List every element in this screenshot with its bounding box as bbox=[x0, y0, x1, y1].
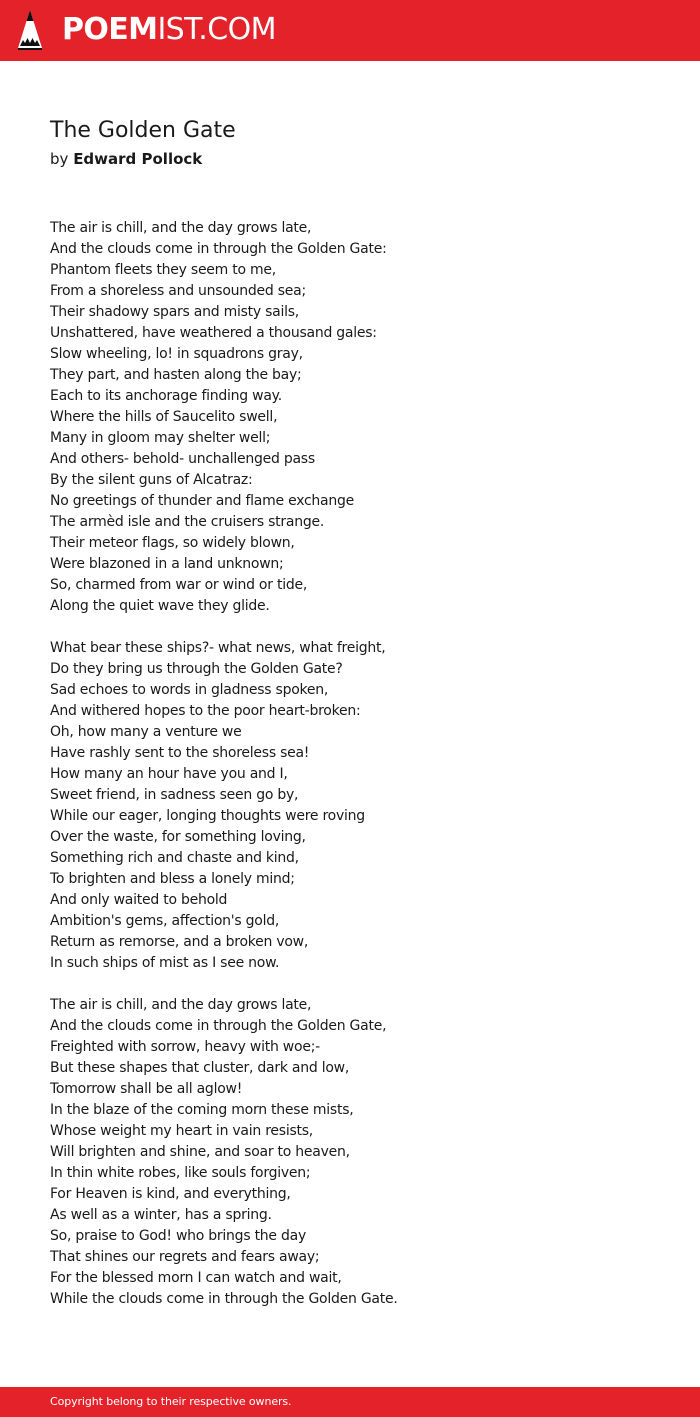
poem-line: While our eager, longing thoughts were roving bbox=[50, 808, 365, 824]
poem-line: But these shapes that cluster, dark and low, bbox=[50, 1060, 350, 1076]
poem-line: Oh, how many a venture we bbox=[50, 724, 242, 740]
poem-line: As well as a winter, has a spring. bbox=[50, 1207, 272, 1223]
logo-text-bold: POEM bbox=[62, 12, 158, 47]
poem-line: Slow wheeling, lo! in squadrons gray, bbox=[50, 346, 303, 362]
by-label: by bbox=[50, 150, 69, 168]
poem-line: Their meteor flags, so widely blown, bbox=[50, 535, 295, 551]
poem-line: In the blaze of the coming morn these mists, bbox=[50, 1102, 354, 1118]
poem-body bbox=[50, 218, 670, 1331]
poem-line: Ambition's gems, affection's gold, bbox=[50, 913, 280, 929]
poem-line: And the clouds come in through the Golden Gate, bbox=[50, 1018, 387, 1034]
poem-line: Have rashly sent to the shoreless sea! bbox=[50, 745, 310, 761]
poem-line: Will brighten and shine, and soar to heaven, bbox=[50, 1144, 350, 1160]
author-name: Edward Pollock bbox=[73, 150, 203, 168]
poem-line: For Heaven is kind, and everything, bbox=[50, 1186, 291, 1202]
poem-line: Where the hills of Saucelito swell, bbox=[50, 409, 278, 425]
poem-line: In such ships of mist as I see now. bbox=[50, 955, 280, 971]
site-footer bbox=[0, 1387, 700, 1417]
poem-line: How many an hour have you and I, bbox=[50, 766, 288, 782]
poem-line: Along the quiet wave they glide. bbox=[50, 598, 270, 614]
poem-line: While the clouds come in through the Golden Gate. bbox=[50, 1291, 398, 1307]
poem-line: Something rich and chaste and kind, bbox=[50, 850, 299, 866]
logo-text-light: IST.COM bbox=[157, 12, 276, 47]
poem-line: The air is chill, and the day grows late, bbox=[50, 997, 312, 1013]
poem-line: They part, and hasten along the bay; bbox=[50, 367, 302, 383]
stanza bbox=[50, 218, 670, 617]
poem-line: Phantom fleets they seem to me, bbox=[50, 262, 276, 278]
poem-line: Unshattered, have weathered a thousand gales: bbox=[50, 325, 377, 341]
poem-line: Tomorrow shall be all aglow! bbox=[50, 1081, 243, 1097]
poem-line: And the clouds come in through the Golden Gate: bbox=[50, 241, 387, 257]
poem-line: Each to its anchorage finding way. bbox=[50, 388, 282, 404]
poem-line: Whose weight my heart in vain resists, bbox=[50, 1123, 313, 1139]
poem-line: Return as remorse, and a broken vow, bbox=[50, 934, 309, 950]
poem-line: By the silent guns of Alcatraz: bbox=[50, 472, 253, 488]
poem-line: No greetings of thunder and flame exchange bbox=[50, 493, 355, 509]
poem-line: From a shoreless and unsounded sea; bbox=[50, 283, 306, 299]
poem-line: Their shadowy spars and misty sails, bbox=[50, 304, 300, 320]
poem-line: To brighten and bless a lonely mind; bbox=[50, 871, 295, 887]
poem-line: That shines our regrets and fears away; bbox=[50, 1249, 320, 1265]
logo-text bbox=[62, 12, 276, 48]
poem-line: So, praise to God! who brings the day bbox=[50, 1228, 306, 1244]
poem-line: The armèd isle and the cruisers strange. bbox=[50, 514, 325, 530]
poem-line: Do they bring us through the Golden Gate? bbox=[50, 661, 343, 677]
poem-line: So, charmed from war or wind or tide, bbox=[50, 577, 308, 593]
poem-title: The Golden Gate bbox=[50, 118, 236, 143]
poem-line: Sad echoes to words in gladness spoken, bbox=[50, 682, 329, 698]
poem-line: Many in gloom may shelter well; bbox=[50, 430, 271, 446]
stanza bbox=[50, 995, 670, 1310]
site-header bbox=[0, 0, 700, 61]
poem-line: And withered hopes to the poor heart-broken: bbox=[50, 703, 361, 719]
poem-line: Sweet friend, in sadness seen go by, bbox=[50, 787, 299, 803]
poem-line: The air is chill, and the day grows late, bbox=[50, 220, 312, 236]
copyright-text: Copyright belong to their respective owners. bbox=[50, 1395, 292, 1408]
poem-line: What bear these ships?- what news, what freight, bbox=[50, 640, 386, 656]
poem-line: Freighted with sorrow, heavy with woe;- bbox=[50, 1039, 320, 1055]
poem-line: In thin white robes, like souls forgiven; bbox=[50, 1165, 311, 1181]
poem-line: And others- behold- unchallenged pass bbox=[50, 451, 315, 467]
stanza bbox=[50, 638, 670, 974]
poem-line: Over the waste, for something loving, bbox=[50, 829, 306, 845]
poem-line: Were blazoned in a land unknown; bbox=[50, 556, 284, 572]
byline bbox=[50, 148, 202, 170]
poem-line: And only waited to behold bbox=[50, 892, 228, 908]
poem-line: For the blessed morn I can watch and wait, bbox=[50, 1270, 342, 1286]
pencil-tip-icon bbox=[17, 10, 43, 50]
